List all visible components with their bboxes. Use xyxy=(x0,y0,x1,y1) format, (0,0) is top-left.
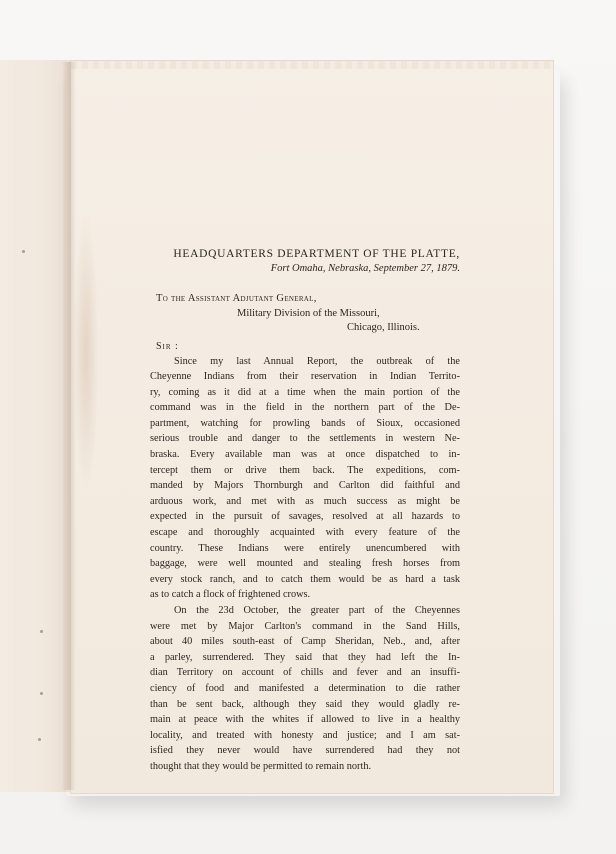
text-line: main at peace with the whites if allowed to live in a healthy xyxy=(150,714,460,726)
text-line: were met by Major Carlton's command in the Sand Hills, xyxy=(150,620,460,632)
text-line: escape and thoroughly acquainted with every feature of the xyxy=(150,527,460,539)
text-line: about 40 miles south-east of Camp Sheridan, Neb., and, after xyxy=(150,636,460,648)
text-line: locality, and treated with honesty and justice; and I am sat- xyxy=(150,729,460,741)
text-line: country. These Indians were entirely unencumbered with xyxy=(150,542,460,554)
text-line: braska. Every available man was at once dispatched to in- xyxy=(150,449,460,461)
text-line: On the 23d October, the greater part of the Cheyennes xyxy=(174,605,460,616)
gutter-stain xyxy=(73,211,99,491)
foxing-spot xyxy=(22,250,25,253)
text-line: baggage, were well mounted and stealing fresh horses from xyxy=(150,558,460,570)
letter-text xyxy=(150,247,460,775)
text-line: Cheyenne Indians from their reservation in Indian Territo- xyxy=(150,371,460,383)
page-deckle-edge xyxy=(71,61,553,69)
letter-heading: HEADQUARTERS DEPARTMENT OF THE PLATTE, xyxy=(173,248,460,260)
left-facing-page xyxy=(0,60,71,792)
paragraph-1 xyxy=(150,354,460,604)
salutation: Sir : xyxy=(156,340,179,352)
text-line: command was in the field in the northern part of the De- xyxy=(150,402,460,414)
text-line: ciency of food and manifested a determination to die rather xyxy=(150,682,460,694)
text-line: dian Territory on account of chills and fever and an insuffi- xyxy=(150,667,460,679)
text-line: manded by Majors Thornburgh and Carlton did faithful and xyxy=(150,480,460,492)
text-line: thought that they would be permitted to remain north. xyxy=(150,760,372,772)
book-gutter xyxy=(62,62,76,790)
letter-dateline: Fort Omaha, Nebraska, September 27, 1879. xyxy=(270,263,460,274)
text-line: as to catch a flock of frightened crows. xyxy=(150,589,311,601)
address-line: To the Assistant Adjutant General, xyxy=(156,293,317,304)
text-line: ry, coming as it did at a time when the main portion of the xyxy=(150,386,460,398)
foxing-spot xyxy=(38,738,41,741)
text-line: serious trouble and danger to the settlements in western Ne- xyxy=(150,433,460,445)
paragraph-2 xyxy=(150,603,460,775)
text-line: partment, watching for prowling bands of Sioux, occasioned xyxy=(150,417,460,429)
text-line: a parley, surrendered. They said that they had left the In- xyxy=(150,651,460,663)
text-line: isfied they never would have surrendered had they not xyxy=(150,745,460,757)
text-line: Since my last Annual Report, the outbreak of the xyxy=(174,355,460,367)
text-line: expected in the pursuit of savages, resolved at all hazards to xyxy=(150,511,460,523)
text-line: tercept them or drive them back. The expeditions, com- xyxy=(150,464,460,476)
address-line: Chicago, Illinois. xyxy=(347,322,420,333)
foxing-spot xyxy=(40,692,43,695)
text-line: arduous work, and met with as much success as might be xyxy=(150,495,460,507)
foxing-spot xyxy=(40,630,43,633)
text-line: every stock ranch, and to catch them would be as hard a task xyxy=(150,573,460,585)
address-line: Military Division of the Missouri, xyxy=(237,307,380,319)
text-line: than be sent back, although they said they would gladly re- xyxy=(150,698,460,710)
